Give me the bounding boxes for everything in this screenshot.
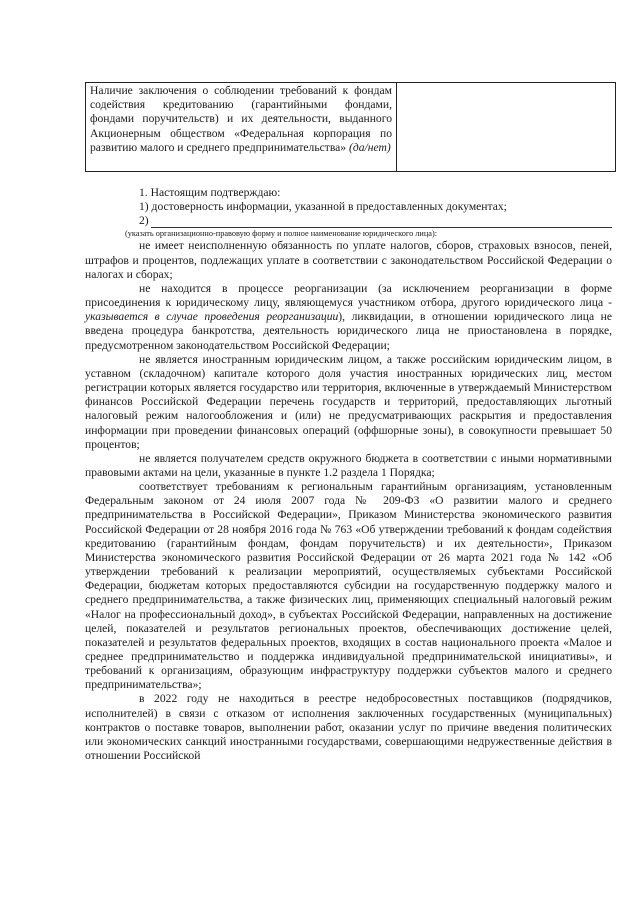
paragraph-not-recipient: не является получателем средств окружного бюджета в соответствии с иными нормативными правовыми актами на цели, указанные в пункте 1.2 раздела 1 Порядка; (85, 451, 612, 479)
paragraph-confirm-heading: 1. Настоящим подтверждаю: (139, 186, 281, 199)
fill-in-hint: (указать организационно-правовую форму и полное наименование юридического лица): (125, 229, 438, 239)
criterion-text: Наличие заключения о соблюдении требований к фондам содействия кредитованию (гарантийными фондами, фондами поручительств) и их деятельности, выданного Акционерным обществом «Федеральная корпорация по развитию малого и среднего предпринимательства» (90, 84, 392, 154)
requirements-table (85, 82, 616, 172)
paragraph-not-in-registry: в 2022 году не находиться в реестре недобросовестных поставщиков (подрядчиков, исполнителей) в связи с отказом от исполнения заключенных государственных (муниципальных) контрактов о поставке товаров, выполнении работ, оказании услуг по причине введения политических или экономических санкций иностранными государствами, совершающими недружественные действия в отношении Российской (85, 692, 612, 763)
document-body (85, 186, 612, 763)
fill-in-line (151, 216, 612, 228)
table-row (86, 83, 616, 172)
table-cell-answer (397, 83, 616, 172)
paragraph-no-tax-debt: не имеет неисполненную обязанность по уплате налогов, сборов, страховых взносов, пеней, штрафов и процентов, подлежащих уплате в соответствии с законодательством Российской Федерации о налогах и сборах; (85, 239, 612, 281)
paragraph-item-2 (85, 214, 612, 228)
paragraph-meets-requirements: соответствует требованиям к региональным гарантийным организациям, установленным Федеральным законом от 24 июля 2007 года № 209-ФЗ «О развитии малого и среднего предпринимательства в Российской Федерации», Приказом Министерства экономического развития Российской Федерации от 28 ноября 2016 года № 763 «Об утверждении требований к фондам содействия кредитованию (гарантийным фондам, фондам поручительств) и их деятельности», Приказом Министерства экономического развития Российской Федерации от 26 марта 2021 года № 142 «Об утверждении требований к реализации мероприятий, осуществляемых субъектами Российской Федерации, бюджетам которых предоставляются субсидии на государственную поддержку малого и среднего предпринимательства, а также физических лиц, применяющих специальный налоговый режим «Налог на профессиональный доход», в субъектах Российской Федерации, направленных на достижение целей, показателей и результатов региональных проектов, обеспечивающих достижение целей, показателей и результатов федеральных проектов, входящих в состав национального проекта «Малое и среднее предпринимательство и поддержка индивидуальной предпринимательской инициативы», и требований к организациям, образующим инфраструктуру поддержки субъектов малого и среднего предпринимательства»; (85, 480, 612, 692)
paragraph-no-reorganization: не находится в процессе реорганизации (за исключением реорганизации в форме присоединения к юридическому лицу, являющемуся участником отбора, другого юридического лица - указывается в случае проведения реорганизации), ликвидации, в отношении юридического лица не введена процедура банкротства, деятельность юридического лица не приостановлена в порядке, предусмотренном законодательством Российской Федерации; (85, 281, 612, 352)
paragraph-not-foreign: не является иностранным юридическим лицом, а также российским юридическим лицом, в уставном (складочном) капитале которого доля участия иностранных юридических лиц, местом регистрации которых является государство или территория, включенные в утверждаемый Министерством финансов Российской Федерации перечень государств и территорий, предоставляющих льготный налоговый режим налогообложения и (или) не предусматривающих раскрытия и предоставления информации при проведении финансовых операций (оффшорные зоны), в совокупности превышает 50 процентов; (85, 352, 612, 451)
table-cell-criterion (86, 83, 397, 172)
item-2-number: 2) (139, 214, 149, 228)
criterion-answer-hint: (да/нет) (349, 140, 391, 154)
paragraph-item-1: 1) достоверность информации, указанной в предоставленных документах; (139, 200, 507, 214)
